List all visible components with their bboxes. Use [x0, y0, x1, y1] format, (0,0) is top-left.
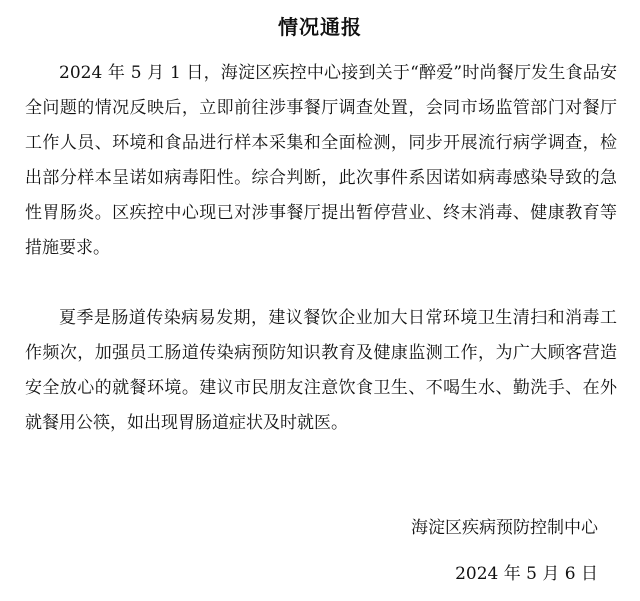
paragraph-incident: 2024 年 5 月 1 日，海淀区疾控中心接到关于“醉爱”时尚餐厅发生食品安全问题的情况反映后，立即前往涉事餐厅调查处置，会同市场监管部门对餐厅工作人员、环境和食品进行样本采集和全面检测，同步开展流行病学调查，检出部分样本呈诺如病毒阳性。综合判断，此次事件系因诺如病毒感染导致的急性胃肠炎。区疾控中心现已对涉事餐厅提出暂停营业、终末消毒、健康教育等措施要求。: [25, 63, 617, 258]
document-title: 情况通报: [278, 15, 362, 39]
paragraph-advice: 夏季是肠道传染病易发期，建议餐饮企业加大日常环境卫生清扫和消毒工作频次，加强员工肠道传染病预防知识教育及健康监测工作，为广大顾客营造安全放心的就餐环境。建议市民朋友注意饮食卫生、不喝生水、勤洗手、在外就餐用公筷，如出现胃肠道症状及时就医。: [25, 308, 617, 433]
signature-organization: 海淀区疾病预防控制中心: [411, 518, 598, 538]
signature-date: 2024 年 5 月 6 日: [455, 564, 598, 584]
